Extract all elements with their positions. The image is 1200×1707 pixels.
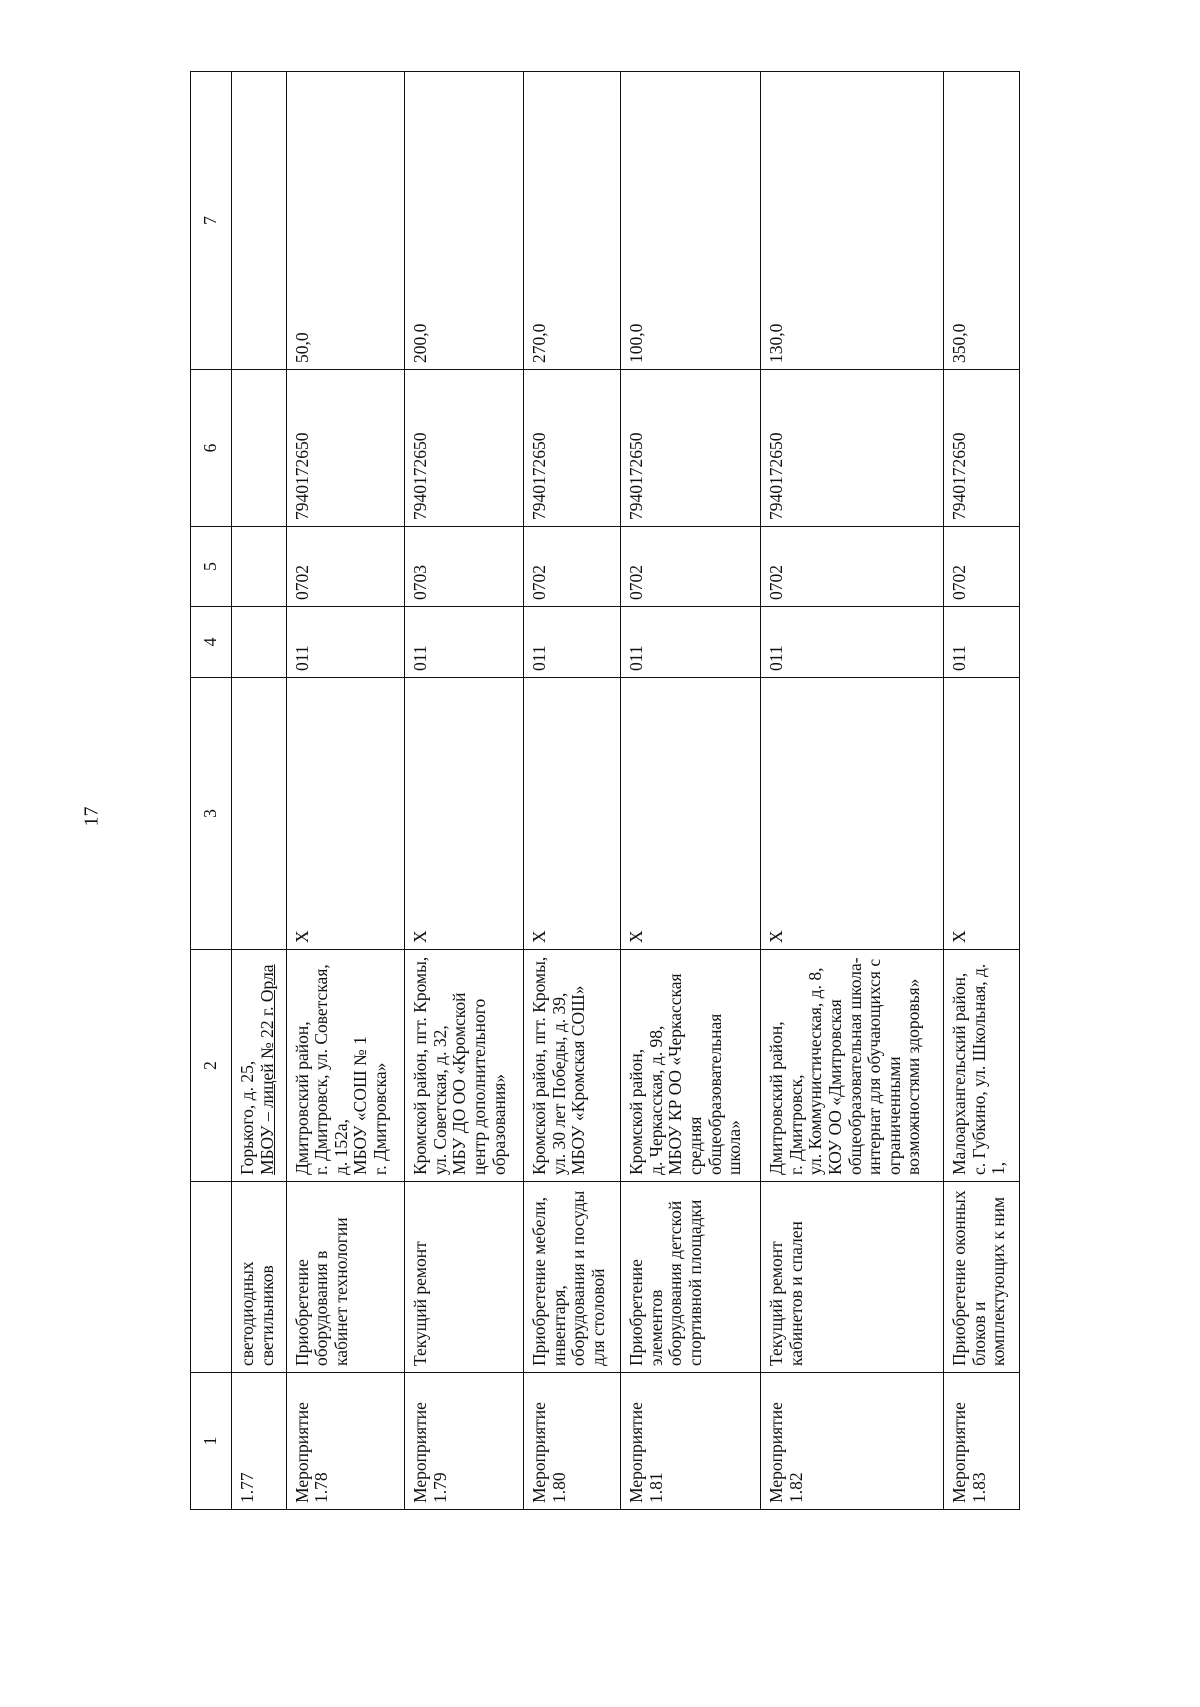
measure-address-cell — [943, 950, 1019, 1182]
section-code-cell: 0702 — [523, 527, 620, 607]
rotated-table-container — [190, 72, 1020, 1510]
address-line: ул. Советская, д. 32, — [429, 1025, 450, 1175]
address-line: Малоархангельский район, — [948, 972, 969, 1175]
header-cell-2: 2 — [191, 950, 232, 1182]
address-line: д. Черкасская, д. 98, — [645, 1025, 666, 1175]
measure-address-cell — [621, 950, 761, 1182]
header-cell-7: 7 — [191, 72, 232, 370]
address-line: МБОУ «Кромская СОШ» — [568, 985, 589, 1175]
mark-cell: Х — [621, 678, 761, 950]
measure-description-cell: Приобретение мебели, инвентаря, оборудования и посуды для столовой — [523, 1182, 620, 1373]
measure-description-cell: Приобретение элементов оборудования детской спортивной площадки — [621, 1182, 761, 1373]
measure-address-cell — [761, 950, 944, 1182]
mark-cell: Х — [286, 678, 405, 950]
measure-address-cell — [286, 950, 405, 1182]
table-row — [286, 72, 405, 1510]
header-cell-4: 4 — [191, 607, 232, 678]
code-cell: 011 — [405, 607, 524, 678]
measure-id-cell: 1.77 — [232, 1373, 287, 1510]
header-cell-1: 1 — [191, 1373, 232, 1510]
amount-cell: 350,0 — [943, 72, 1019, 370]
section-code-cell: 0702 — [761, 527, 944, 607]
measure-address-cell — [523, 950, 620, 1182]
target-article-cell — [232, 370, 287, 527]
address-line: Кромской район, — [626, 1048, 647, 1175]
target-article-cell: 7940172650 — [621, 370, 761, 527]
target-article-cell: 7940172650 — [523, 370, 620, 527]
code-cell — [232, 607, 287, 678]
measure-description-cell: Текущий ремонт — [405, 1182, 524, 1373]
measure-address-cell — [405, 950, 524, 1182]
table-row — [621, 72, 761, 1510]
section-code-cell: 0702 — [943, 527, 1019, 607]
address-line: МБОУ – лицей № 22 г. Орла — [256, 964, 277, 1175]
amount-cell: 130,0 — [761, 72, 944, 370]
address-line: Дмитровский район, — [291, 1021, 312, 1175]
address-line: Дмитровский район, — [766, 1021, 787, 1175]
amount-cell: 270,0 — [523, 72, 620, 370]
code-cell: 011 — [523, 607, 620, 678]
page-number: 17 — [80, 806, 103, 827]
measure-id-cell: Мероприятие 1.78 — [286, 1373, 405, 1510]
target-article-cell: 7940172650 — [761, 370, 944, 527]
code-cell: 011 — [621, 607, 761, 678]
measure-description-cell: Приобретение оконных блоков и комплектующих к ним — [943, 1182, 1019, 1373]
code-cell: 011 — [943, 607, 1019, 678]
section-code-cell — [232, 527, 287, 607]
section-code-cell: 0703 — [405, 527, 524, 607]
measure-id-cell: Мероприятие 1.82 — [761, 1373, 944, 1510]
amount-cell: 100,0 — [621, 72, 761, 370]
measure-description-cell: светодиодных светильников — [232, 1182, 287, 1373]
code-cell: 011 — [286, 607, 405, 678]
section-code-cell: 0702 — [286, 527, 405, 607]
address-line: ул. Коммунистическая, д. 8, — [805, 967, 826, 1175]
target-article-cell: 7940172650 — [943, 370, 1019, 527]
address-line: МБУ ДО ОО «Кромской центр дополнительного образования» — [449, 992, 509, 1175]
address-line: ул. 30 лет Победы, д. 39, — [548, 992, 569, 1175]
table-row — [761, 72, 944, 1510]
header-cell-6: 6 — [191, 370, 232, 527]
address-line: КОУ ОО «Дмитровская общеобразовательная школа-интернат для обучающихся с ограниченными возможностями здоровья» — [825, 957, 924, 1175]
table-wrapper — [190, 72, 1020, 1510]
address-line: г. Дмитровска» — [370, 1062, 391, 1175]
table-row — [232, 72, 287, 1510]
target-article-cell: 7940172650 — [286, 370, 405, 527]
header-row — [191, 72, 232, 1510]
mark-cell — [232, 678, 287, 950]
header-cell-3: 3 — [191, 678, 232, 950]
target-article-cell: 7940172650 — [405, 370, 524, 527]
measure-description-cell: Приобретение оборудования в кабинет технологии — [286, 1182, 405, 1373]
mark-cell: Х — [943, 678, 1019, 950]
table-row — [943, 72, 1019, 1510]
address-line: с. Губкино, ул. Школьная, д. 1, — [968, 963, 1009, 1175]
address-line: г. Дмитровск, ул. Советская, д. 152а, — [311, 964, 351, 1175]
table-row — [405, 72, 524, 1510]
mark-cell: Х — [405, 678, 524, 950]
measure-id-cell: Мероприятие 1.80 — [523, 1373, 620, 1510]
section-code-cell: 0702 — [621, 527, 761, 607]
amount-cell: 50,0 — [286, 72, 405, 370]
measure-id-cell: Мероприятие 1.79 — [405, 1373, 524, 1510]
amount-cell — [232, 72, 287, 370]
measure-address-cell — [232, 950, 287, 1182]
address-line: МБОУ КР ОО «Черкасская средняя общеобразовательная школа» — [665, 973, 745, 1175]
code-cell: 011 — [761, 607, 944, 678]
address-line: МБОУ «СОШ № 1 — [350, 1036, 371, 1175]
address-line: г. Дмитровск, — [785, 1074, 806, 1175]
header-cell-1b — [191, 1182, 232, 1373]
address-line: Кромской район, пгт. Кромы, — [410, 956, 431, 1175]
mark-cell: Х — [761, 678, 944, 950]
budget-measures-table — [190, 71, 1020, 1510]
mark-cell: Х — [523, 678, 620, 950]
measure-id-cell: Мероприятие 1.81 — [621, 1373, 761, 1510]
address-line: Кромской район, пгт. Кромы, — [528, 956, 549, 1175]
measure-description-cell: Текущий ремонт кабинетов и спален — [761, 1182, 944, 1373]
address-line: Горького, д. 25, — [237, 1060, 257, 1175]
measure-id-cell: Мероприятие 1.83 — [943, 1373, 1019, 1510]
table-row — [523, 72, 620, 1510]
header-cell-5: 5 — [191, 527, 232, 607]
amount-cell: 200,0 — [405, 72, 524, 370]
